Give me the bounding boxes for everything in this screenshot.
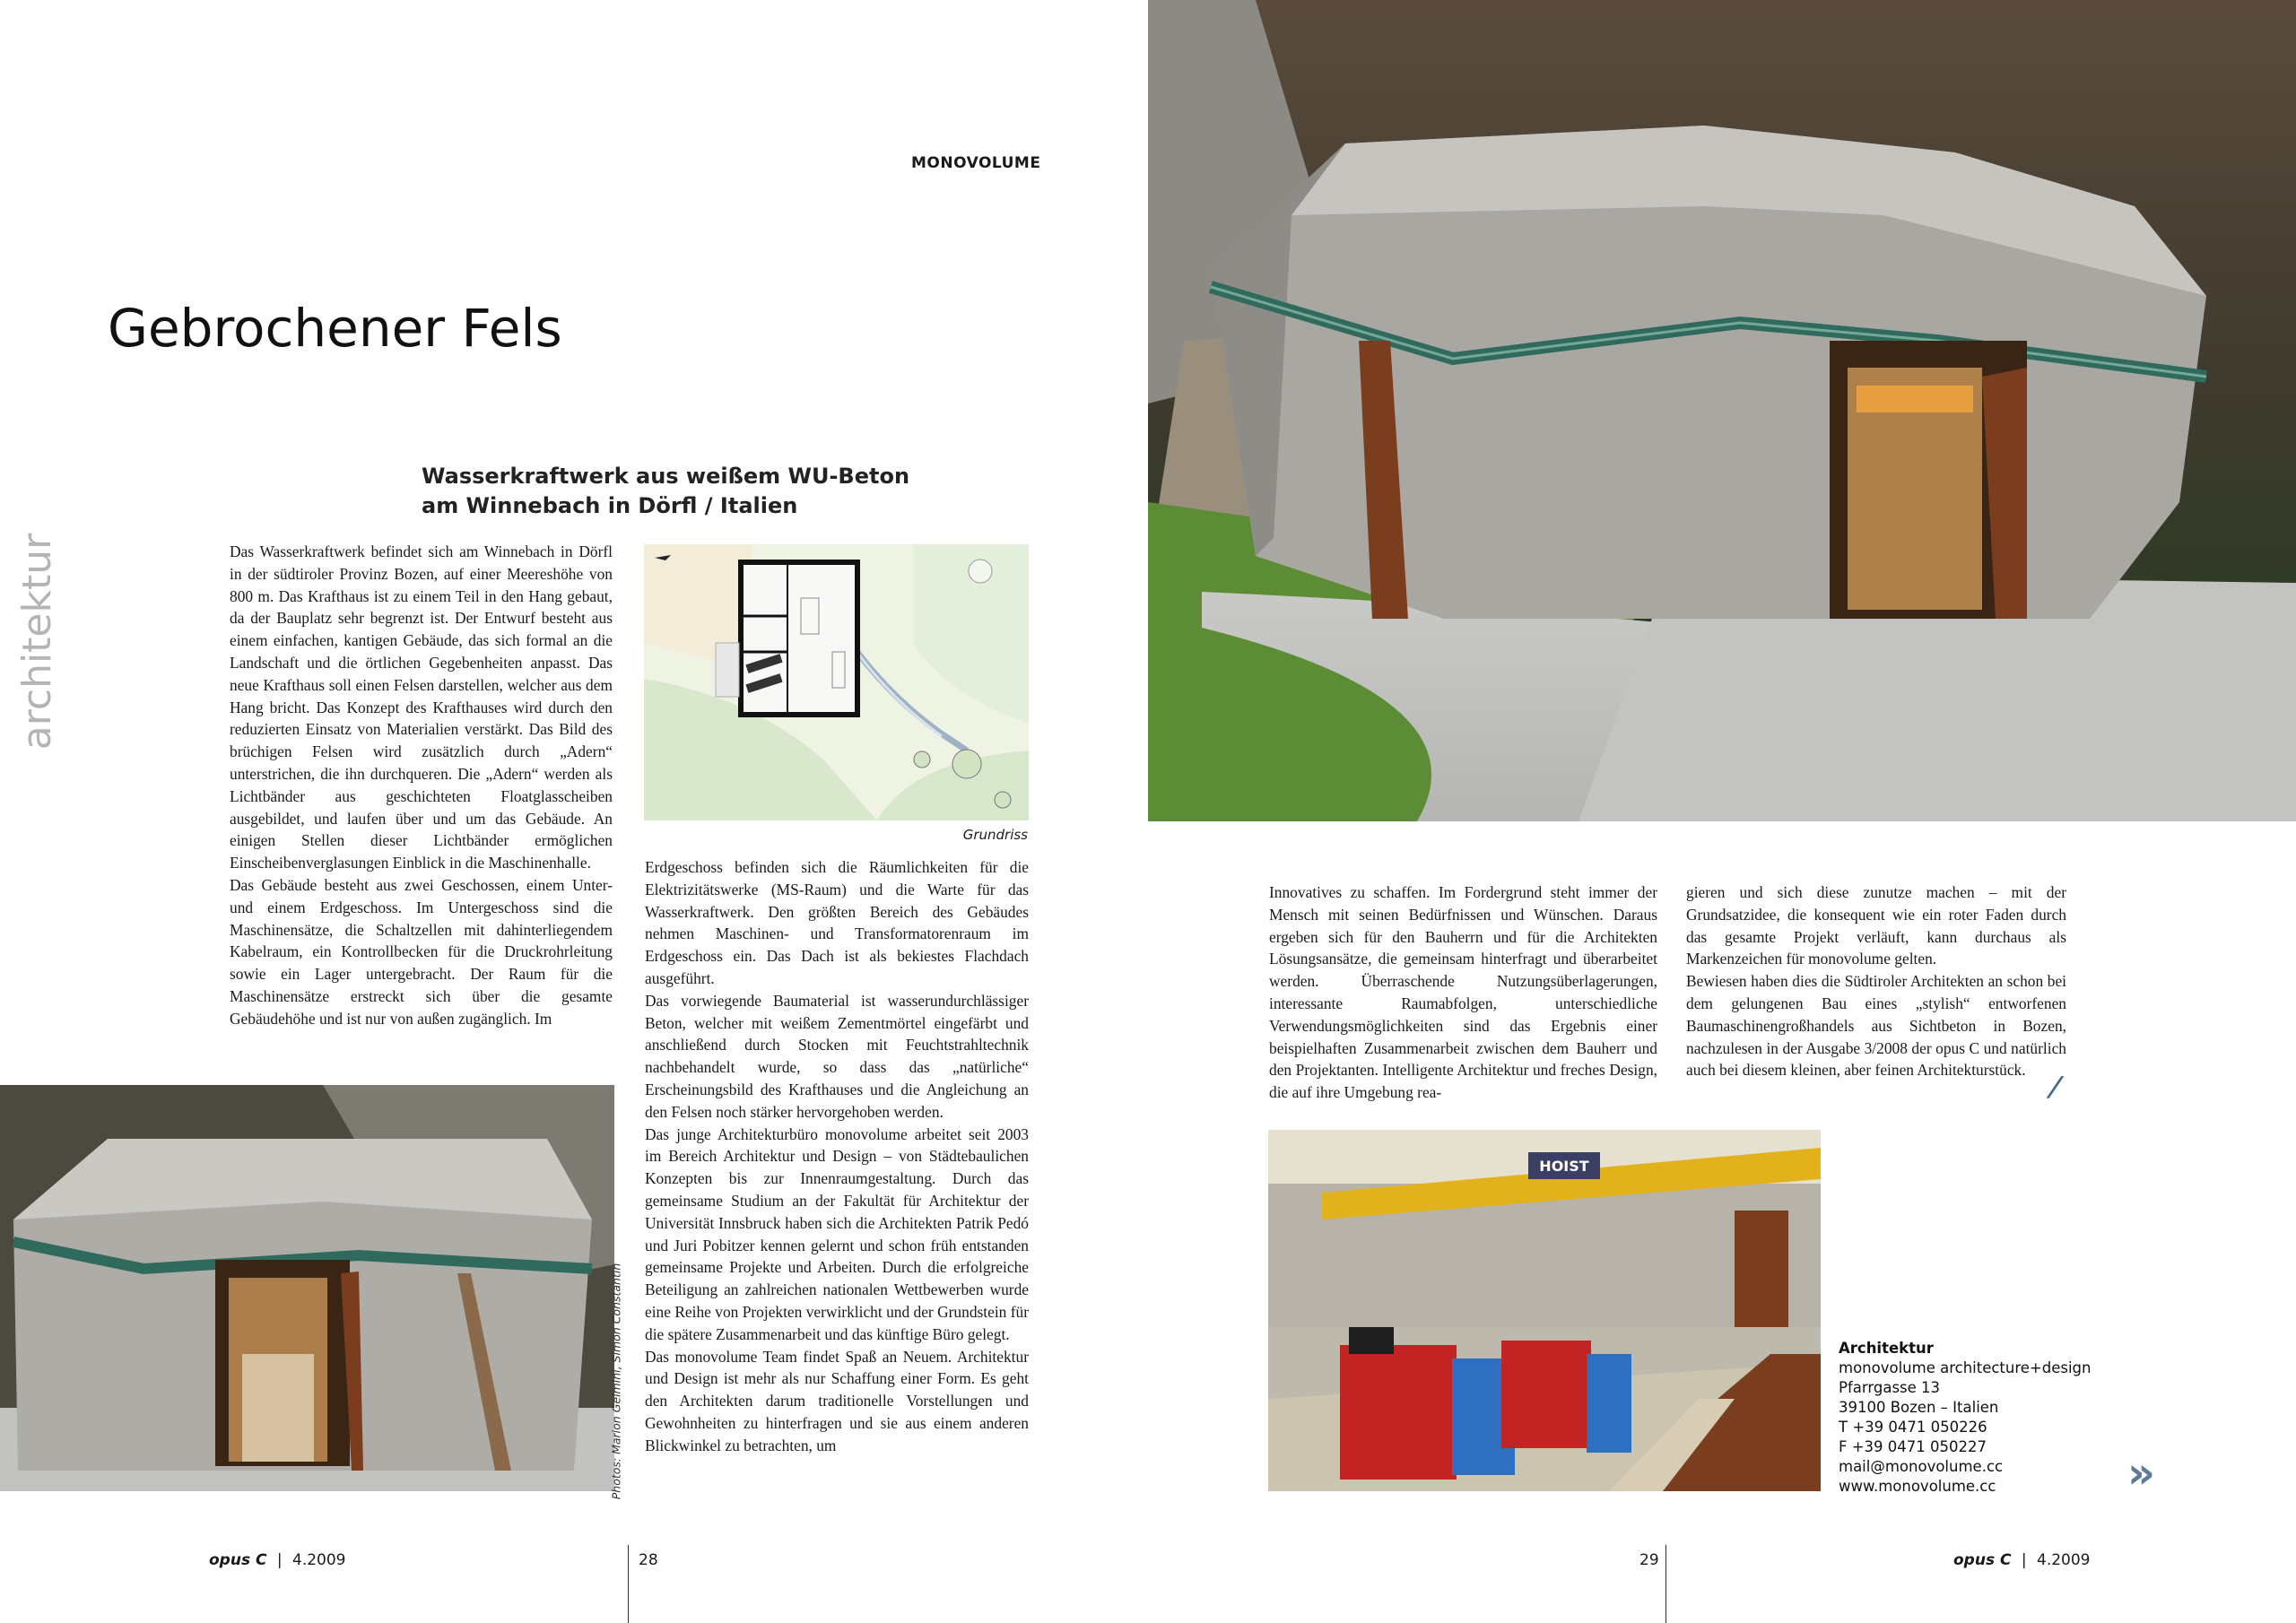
- text-column-2: [645, 856, 1029, 1457]
- continue-arrow-icon: »: [2127, 1448, 2156, 1498]
- footer-divider: [628, 1545, 629, 1623]
- footer-divider: [1665, 1545, 1666, 1623]
- hero-photo: [1148, 0, 2296, 821]
- contact-email-link[interactable]: mail@monovolume.cc: [1839, 1458, 2004, 1475]
- footer-brand-text: opus C: [209, 1551, 267, 1569]
- paragraph: Das vorwiegende Baumaterial ist wasserundurchlässiger Beton, welcher mit weißem Zementmörtel eingefärbt und anschließend durch Stocken mit Feuchtstrahltechnik nachbehandelt wurde, so dass das „natürliche“ Erscheinungsbild des Krafthauses und die Angleichung an den Felsen noch stärker hervorgehoben werden.: [645, 991, 1029, 1121]
- contact-heading: Architektur: [1839, 1340, 1934, 1357]
- machine-hall-drawing: [1268, 1130, 1821, 1491]
- vertical-section-tag: [11, 533, 65, 750]
- subtitle-line: am Winnebach in Dörfl / Italien: [422, 493, 798, 518]
- power-station-front-drawing: [0, 1085, 614, 1491]
- paragraph: Das Gebäude besteht aus zwei Geschossen, einem Unter- und einem Erdgeschoss. Im Untergeschoss sind die Maschinensätze, die Schaltzellen mit dahinterliegendem Kabelraum, ein Kontrollbecken für die Druckrohrleitung sowie ein Lager untergebracht. Der Raum für die Maschinensätze erstreckt sich über die gesamte Gebäudehöhe und ist nur von außen zugänglich. Im: [230, 875, 613, 1028]
- article-title: Gebrochener Fels: [108, 298, 562, 359]
- page-number-left: 28: [639, 1551, 658, 1569]
- paragraph: Das monovolume Team findet Spaß an Neuem. Architektur und Design ist mehr als nur Schaffung einer Form. Es geht den Architekten darum traditionelle Vorstellungen und Gewohnheiten zu hinterfragen und sie aus einem anderen Blickwinkel zu betrachten, um: [645, 1347, 1029, 1454]
- paragraph: Das junge Architekturbüro monovolume arbeitet seit 2003 im Bereich Architektur und Design – von Städtebaulichen Konzepten bis zur Innenraumgestaltung. Durch das gemeinsame Studium an der Fakultät für Architektur der Universität Innsbruck haben sich die Architekten Patrik Pedó und Juri Pobitzer kennen gelernt und schon früh entstanden gemeinsame Projekte und Arbeiten. Durch die erfolgreiche Beteiligung an zahlreichen nationalen Wettbewerben wurde eine Reihe von Projekten verwirklicht und der Grundstein für die spätere Zusammenarbeit und das künftige Büro gelegt.: [645, 1124, 1029, 1343]
- paragraph: Bewiesen haben dies die Südtiroler Architekten an schon bei dem gelungenen Bau eines „stylish“ entworfenen Baumaschinengroßhandels aus Sichtbeton in Bozen, nachzulesen in der Ausgabe 3/2008 der opus C und natürlich auch bei diesem kleinen, aber feinen Architekturstück.: [1686, 972, 2066, 1080]
- hoist-sign: HOIST: [1539, 1158, 1589, 1175]
- text-column-1: [230, 541, 613, 1030]
- page-number-right: 29: [1639, 1551, 1659, 1569]
- power-station-exterior-drawing: [1148, 0, 2296, 821]
- contact-line: monovolume architecture+design: [1839, 1359, 2092, 1376]
- footer-left-brand: opus C | 4.2009: [209, 1551, 346, 1569]
- photo-credit-text: Photos: Marion Gelmini, Simon Constantin: [609, 1263, 623, 1499]
- exterior-photo-small: [0, 1085, 614, 1491]
- contact-block: [1839, 1339, 2092, 1497]
- vertical-tag-text: architektur: [14, 533, 61, 750]
- paragraph: Das Wasserkraftwerk befindet sich am Winnebach in Dörfl in der südtiroler Provinz Bozen, auf einer Meereshöhe von 800 m. Das Krafthaus ist zu einem Teil in den Hang gebaut, da der Bauplatz sehr begrenzt ist. Der Entwurf besteht aus einem einfachen, kantigen Gebäude, das sich formal an die Landschaft und die örtlichen Gegebenheiten anpasst. Das neue Krafthaus soll einen Felsen darstellen, welcher aus dem Hang bricht. Das Konzept des Krafthauses wird durch den reduzierten Einsatz von Materialien verstärkt. Das Bild des brüchigen Felsen wird zusätzlich durch „Adern“ unterstrichen, die ihn durchqueren. Die „Adern“ werden als Lichtbänder aus geschichteten Floatglasscheiben ausgebildet, und laufen über und um das Gebäude. An einigen Stellen dieser Lichtbänder ermöglichen Einscheibenverglasungen Einblick in die Maschinenhalle.: [230, 542, 613, 872]
- text-column-4: [1686, 881, 2066, 1081]
- end-mark-icon: /: [2044, 1072, 2066, 1103]
- section-label: MONOVOLUME: [911, 154, 1041, 172]
- paragraph: Erdgeschoss befinden sich die Räumlichkeiten für die Elektrizitätswerke (MS-Raum) und die Warte für das Wasserkraftwerk. Den größten Bereich des Gebäudes nehmen Maschinen- und Transformatorenraum im Erdgeschoss ein. Das Dach ist als bekiestes Flachdach ausgeführt.: [645, 858, 1029, 987]
- paragraph: gieren und sich diese zunutze machen – mit der Grundsatzidee, die konsequent wie ein roter Faden durch das gesamte Projekt verläuft, kann durchaus als Markenzeichen für monovolume gelten.: [1686, 883, 2066, 968]
- text-column-3: [1269, 881, 1657, 1104]
- footer-brand-text: opus C: [1953, 1551, 2012, 1569]
- contact-line: F +39 0471 050227: [1839, 1438, 1987, 1455]
- floor-plan-image: [644, 544, 1029, 820]
- interior-photo: [1268, 1130, 1821, 1491]
- contact-line: Pfarrgasse 13: [1839, 1379, 1941, 1396]
- footer-issue-text: 4.2009: [2037, 1551, 2091, 1569]
- subtitle-line: Wasserkraftwerk aus weißem WU-Beton: [422, 464, 910, 489]
- photo-credit: [603, 1264, 630, 1497]
- article-subtitle: [422, 462, 909, 521]
- floor-plan-drawing: [644, 544, 1029, 820]
- contact-line: 39100 Bozen – Italien: [1839, 1399, 1999, 1416]
- footer-issue-text: 4.2009: [292, 1551, 346, 1569]
- plan-caption: Grundriss: [962, 827, 1028, 843]
- contact-line: T +39 0471 050226: [1839, 1419, 1987, 1436]
- contact-web-link[interactable]: www.monovolume.cc: [1839, 1478, 1996, 1495]
- paragraph: Innovatives zu schaffen. Im Fordergrund steht immer der Mensch mit seinen Bedürfnissen und Wünschen. Daraus ergeben sich für den Bauherrn und für die Architekten Lösungsansätze, die gemeinsam hinterfragt und überarbeitet werden. Überraschende Nutzungsüberlagerungen, interessante Raumabfolgen, unterschiedliche Verwendungsmöglichkeiten sind das Ergebnis einer beispielhaften Zusammenarbeit zwischen dem Bauherr und den Projektanten. Intelligente Architektur und freches Design, die auf ihre Umgebung rea-: [1269, 883, 1657, 1102]
- footer-right-brand: opus C | 4.2009: [1953, 1551, 2091, 1569]
